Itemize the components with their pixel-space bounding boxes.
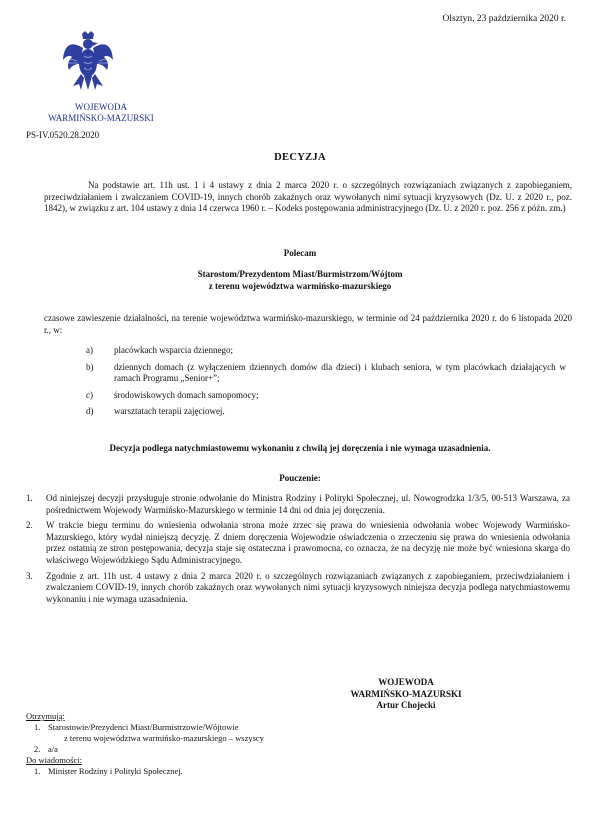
order-heading: Polecam (283, 248, 317, 258)
suspended-places-list (86, 345, 566, 423)
case-signature: PS-IV.0520.28.2020 (26, 130, 100, 140)
list-item: 1. Od niniejszej decyzji przysługuje stronie odwołanie do Ministra Rodziny i Polityki Społecznej, ul. Nowogrodzka 1/3/5, 00-513 Warszawa, za pośrednictwem Wojewody Warmińsko-Mazurskiego w terminie 14 dni od dnia jej doręczenia. (26, 493, 570, 515)
list-item: 2. a/a (34, 744, 58, 754)
list-item: 1. Minister Rodziny i Polityki Społecznej. (34, 766, 183, 776)
document-title: DECYZJA (274, 152, 326, 163)
immediate-execution-note: Decyzja podlega natychmiastowemu wykonaniu z chwilą jej doręczenia i nie wymaga uzasadnienia. (109, 443, 491, 453)
issuer-header (30, 102, 172, 124)
recipients-line1: Starostom/Prezydentom Miast/Burmistrzom/Wójtom (197, 269, 403, 279)
polish-eagle-emblem-icon (62, 30, 114, 94)
list-item: 3. Zgodnie z art. 11h ust. 4 ustawy z dnia 2 marca 2020 r. o szczególnych rozwiązaniach związanych z zapobieganiem, przeciwdziałaniem i zwalczaniem COVID-19, innych chorób zakaźnych oraz wywołanych nimi sytuacji kryzysowych niniejsza decyzja podlega natychmiastowemu wykonaniu i nie wymaga uzasadnienia. (26, 570, 570, 604)
list-item-continuation: z terenu województwa warmińsko-mazurskiego – wszyscy (64, 733, 264, 743)
list-item: c) środowiskowych domach samopomocy; (86, 389, 259, 400)
order-recipients (0, 269, 600, 292)
issuer-line1: WOJEWODA (75, 102, 127, 112)
list-item: a) placówkach wsparcia dziennego; (86, 345, 233, 355)
signoff-name: Artur Chojecki (376, 700, 436, 711)
recipients-line2: z terenu województwa warmińsko-mazurskiego (208, 280, 392, 291)
suspension-paragraph: czasowe zawieszenie działalności, na terenie województwa warmińsko-mazurskiego, w terminie od 24 października 2020 r. do 6 listopada 2020 r., w: (44, 313, 572, 335)
signoff-line2: WARMIŃSKO-MAZURSKI (350, 688, 462, 699)
signature-block (316, 677, 496, 712)
list-item: 2. W trakcie biegu terminu do wniesienia odwołania strona może zrzec się prawa do wniesienia odwołania wobec Wojewody Warmińsko-Mazurskiego, który wydał niniejszą decyzję. Z dniem doręczenia Wojewodzie oświadczenia o zrzeczeniu się prawa do wniesienia odwołania przez ostatnią ze stron postępowania, decyzja staje się ostateczna i prawomocna, co oznacza, że na decyzję nie może być wniesiona skarga do właściwego Wojewódzkiego Sądu Administracyjnego. (26, 520, 570, 565)
issuer-line2: WARMIŃSKO-MAZURSKI (48, 113, 154, 123)
otrzymuja-label: Otrzymują: (26, 711, 65, 721)
instruction-list (26, 493, 570, 609)
wiadomosci-label: Do wiadomości: (26, 755, 82, 765)
signoff-line1: WOJEWODA (378, 677, 434, 687)
list-item: b) dziennych domach (z wyłączeniem dziennych domów dla dzieci) i klubach seniora, w tym placówkach działających w ramach Programu „Senior+”; (86, 361, 566, 384)
instruction-heading: Pouczenie: (279, 473, 321, 483)
list-item: 1. Starostowie/Prezydenci Miast/Burmistrzowie/Wójtowie (34, 722, 239, 732)
document-date: Olsztyn, 23 października 2020 r. (442, 14, 566, 24)
legal-basis-paragraph: Na podstawie art. 11h ust. 1 i 4 ustawy z dnia 2 marca 2020 r. o szczególnych rozwiązaniach związanych z zapobieganiem, przeciwdziałaniem i zwalczaniem COVID-19, innych chorób zakaźnych oraz wywołanych nimi sytuacji kryzysowych (Dz. U. z 2020 r., poz. 1842), w związku z art. 104 ustawy z dnia 14 czerwca 1960 r. – Kodeks postępowania administracyjnego (Dz. U. z 2020 r. poz. 256 z późn. zm.) (44, 180, 572, 214)
list-item: d) warsztatach terapii zajęciowej. (86, 406, 225, 417)
distribution-list (26, 711, 264, 777)
